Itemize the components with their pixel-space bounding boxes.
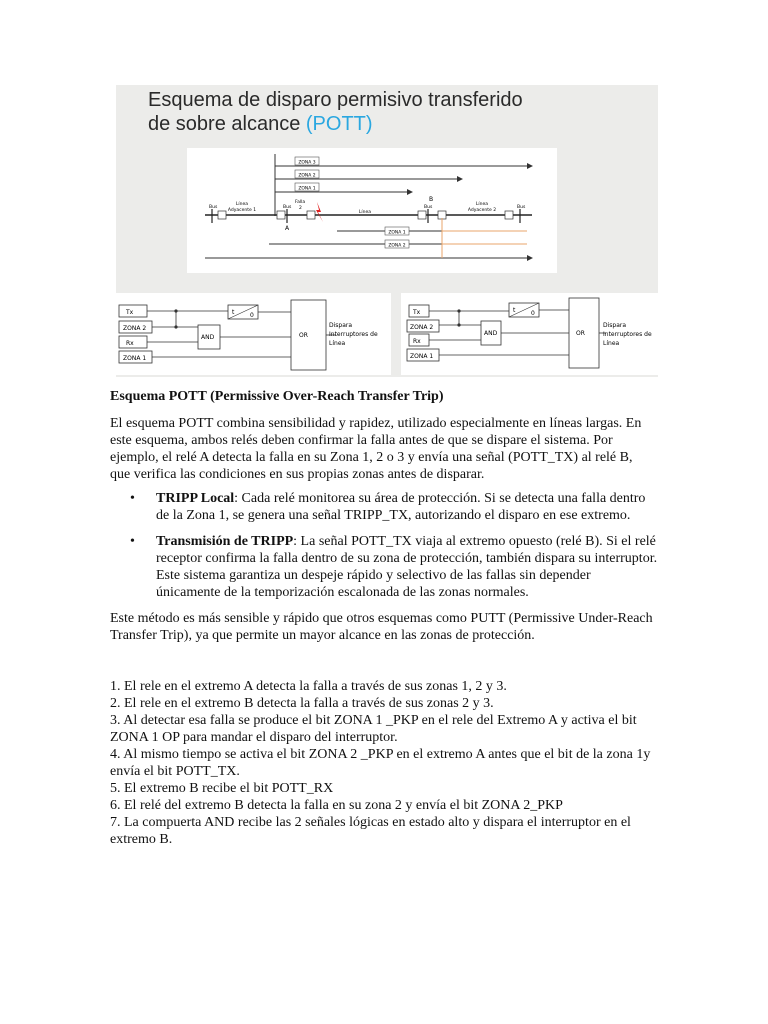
or-gate-label: OR bbox=[299, 332, 308, 339]
zone-diagram bbox=[187, 148, 557, 273]
figure-title-line2 bbox=[148, 112, 523, 136]
step-item: 5. El extremo B recibe el bit POTT_RX bbox=[110, 781, 334, 796]
tx-label-b: Tx bbox=[413, 309, 421, 316]
linea-ady1-l1: Línea bbox=[235, 202, 249, 207]
bus-label-2: Bus bbox=[283, 205, 292, 210]
bullet-term: Transmisión de TRIPP bbox=[156, 534, 294, 549]
falla2-l1: Falla bbox=[295, 200, 306, 205]
figure-title bbox=[148, 88, 523, 136]
bus-label-1: Bus bbox=[209, 205, 218, 210]
output-label-l3: Línea bbox=[329, 340, 346, 347]
section-heading: Esquema POTT (Permissive Over-Reach Transfer Trip) bbox=[110, 389, 444, 404]
zone2-a-label: ZONA 2 bbox=[298, 173, 316, 179]
output-label-b-l2: Interruptores de bbox=[603, 331, 652, 338]
bullet-item bbox=[110, 533, 658, 601]
zona1-label-b: ZONA 1 bbox=[410, 353, 434, 360]
timer-0-label-b: 0 bbox=[531, 310, 535, 317]
bullet-term: TRIPP Local bbox=[156, 491, 235, 506]
zone3-a-label: ZONA 3 bbox=[298, 160, 316, 166]
linea-ady1-l2: Adyacente 1 bbox=[227, 208, 257, 213]
fault-bolt-icon bbox=[316, 202, 323, 222]
linea-ady2-l1: Línea bbox=[475, 202, 489, 207]
and-gate-label-b: AND bbox=[484, 330, 498, 337]
output-label-b-l3: Línea bbox=[603, 340, 620, 347]
step-item: 6. El relé del extremo B detecta la falla en su zona 2 y envía el bit ZONA 2_PKP bbox=[110, 798, 563, 813]
bus-label-4: Bus bbox=[517, 205, 526, 210]
step-item: 7. La compuerta AND recibe las 2 señales lógicas en estado alto y dispara el interruptor en el extremo B. bbox=[110, 815, 631, 847]
end-b-label: B bbox=[429, 196, 434, 203]
falla2-l2: 2 bbox=[299, 206, 302, 211]
bullet-text: : Cada relé monitorea su área de protección. Si se detecta una falla dentro de la Zona 1, se genera una señal TRIPP_TX, autorizando el disparo en ese extremo. bbox=[156, 491, 646, 523]
timer-0-label: 0 bbox=[250, 312, 254, 319]
zone1-b-label: ZONA 1 bbox=[388, 230, 406, 236]
zone-diagram-panel bbox=[187, 148, 557, 273]
step-item: 1. El rele en el extremo A detecta la falla a través de sus zonas 1, 2 y 3. bbox=[110, 679, 507, 694]
output-label-l1: Dispara bbox=[329, 322, 353, 329]
figure-title-accent: (POTT) bbox=[305, 113, 373, 135]
logic-diagram-b bbox=[401, 293, 658, 375]
figure-title-prefix: de sobre alcance bbox=[148, 113, 306, 135]
logic-diagram-a bbox=[116, 293, 391, 375]
bullet-list bbox=[110, 490, 658, 610]
tx-label: Tx bbox=[126, 309, 134, 316]
timer-t-label: t bbox=[232, 309, 235, 316]
step-item: 3. Al detectar esa falla se produce el bit ZONA 1 _PKP en el rele del Extremo A y activa el bit ZONA 1 OP para mandar el disparo del interruptor. bbox=[110, 713, 637, 745]
and-gate-label: AND bbox=[201, 334, 215, 341]
zona2-label-b: ZONA 2 bbox=[410, 324, 434, 331]
step-item: 2. El rele en el extremo B detecta la falla a través de sus zonas 2 y 3. bbox=[110, 696, 494, 711]
rx-label: Rx bbox=[126, 340, 134, 347]
output-label-l2: Interruptores de bbox=[329, 331, 378, 338]
steps-list bbox=[110, 678, 658, 848]
bullet-item bbox=[110, 490, 658, 524]
end-a-label: A bbox=[285, 225, 290, 232]
zona1-label: ZONA 1 bbox=[123, 355, 147, 362]
zona2-label: ZONA 2 bbox=[123, 325, 147, 332]
bus-label-3: Bus bbox=[424, 205, 433, 210]
step-item: 4. Al mismo tiempo se activa el bit ZONA 2 _PKP en el extremo A antes que el bit de la zona 1y envía el bit POTT_TX. bbox=[110, 747, 651, 779]
linea-label: Línea bbox=[358, 210, 372, 215]
bullet-text: : La señal POTT_TX viaja al extremo opuesto (relé B). Si el relé receptor confirma la falla dentro de su zona de protección, también dispara su interruptor. Este sistema garantiza un despeje rápido y selectivo de las fallas sin depender únicamente de la temporización escalonada de las zonas normales. bbox=[156, 534, 658, 600]
or-gate-label-b: OR bbox=[576, 330, 585, 337]
output-label-b-l1: Dispara bbox=[603, 322, 627, 329]
figure-title-line1: Esquema de disparo permisivo transferido bbox=[148, 89, 523, 111]
rx-label-b: Rx bbox=[413, 338, 421, 345]
zone1-a-label: ZONA 1 bbox=[298, 186, 316, 192]
intro-paragraph: El esquema POTT combina sensibilidad y rapidez, utilizado especialmente en líneas largas. En este esquema, ambos relés deben confirmar la falla antes de que se dispare el sistema. Por ejemplo, el relé A detecta la falla en su Zona 1, 2 o 3 y envía una señal (POTT_TX) al relé B, que verifica las condiciones en sus propias zonas antes de disparar. bbox=[110, 416, 642, 482]
comparison-paragraph: Este método es más sensible y rápido que otros esquemas como PUTT (Permissive Under-Reach Transfer Trip), ya que permite un mayor alcance en las zonas de protección. bbox=[110, 611, 653, 643]
zone2-b-label: ZONA 2 bbox=[388, 243, 406, 249]
linea-ady2-l2: Adyacente 2 bbox=[467, 208, 497, 213]
timer-t-label-b: t bbox=[513, 307, 516, 314]
